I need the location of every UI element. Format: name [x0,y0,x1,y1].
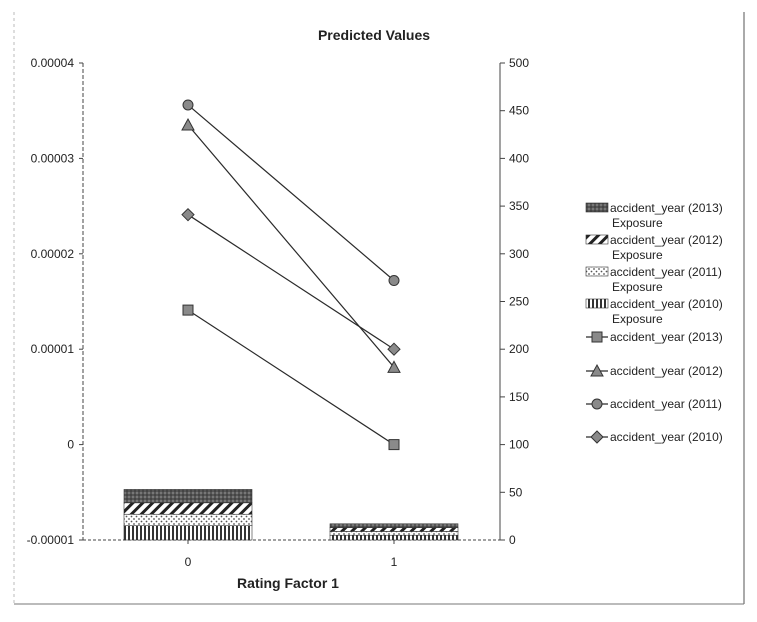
legend-marker-square-4 [592,332,602,342]
line-accident-year-2010- [188,215,394,350]
bar-segment-accident-year-2013--cat-0 [124,489,252,502]
left-tick-label: 0.00004 [30,56,74,70]
point-circle-accident-year-2011--cat-1 [389,276,399,286]
line-series-group [182,100,400,450]
bar-series-group [124,489,458,540]
right-tick-label: 400 [509,151,530,166]
legend-marker-diamond-7 [591,431,603,443]
bar-segment-accident-year-2010--cat-1 [330,535,458,540]
chart-title: Predicted Values [317,27,431,43]
point-diamond-accident-year-2010--cat-1 [388,343,400,355]
left-tick-label: -0.00001 [26,533,74,547]
legend-label-5: accident_year (2012) [610,364,723,378]
right-tick-label: 150 [509,389,530,404]
line-accident-year-2011- [188,105,394,281]
left-tick-label: 0.00001 [30,342,74,357]
left-y-axis [27,56,83,547]
right-tick-label: 50 [509,485,523,500]
left-tick-label: 0 [67,437,74,452]
x-tick-label: 1 [390,555,398,569]
x-tick-label: 0 [184,555,192,569]
point-square-accident-year-2013--cat-0 [183,305,193,315]
right-tick-label: 300 [509,246,530,261]
legend-label-2: accident_year (2011) Exposure [610,265,722,294]
left-tick-label: 0.00003 [30,151,74,166]
legend-label-1: accident_year (2012) Exposure [610,233,723,262]
right-tick-label: 100 [509,437,530,452]
right-tick-label: 200 [509,342,530,357]
bar-segment-accident-year-2012--cat-1 [330,528,458,532]
legend-swatch-bar-2 [586,267,608,276]
x-axis-label: Rating Factor 1 [237,575,339,591]
legend-label-4: accident_year (2013) [610,330,723,344]
legend-label-7: accident_year (2010) [610,430,723,444]
left-tick-label: 0.00002 [30,246,74,261]
legend-swatch-bar-3 [586,299,608,308]
bar-segment-accident-year-2010--cat-0 [124,526,252,540]
legend-marker-circle-6 [592,399,602,409]
legend-swatch-bar-1 [586,235,608,244]
legend-label-6: accident_year (2011) [610,397,722,411]
bar-segment-accident-year-2011--cat-0 [124,514,252,525]
bar-segment-accident-year-2011--cat-1 [330,531,458,535]
point-triangle-accident-year-2012--cat-0 [182,119,194,130]
right-tick-label: 0 [509,533,516,547]
bar-segment-accident-year-2012--cat-0 [124,503,252,514]
right-tick-label: 350 [509,199,530,214]
point-diamond-accident-year-2010--cat-0 [182,209,194,221]
right-tick-label: 500 [509,56,530,70]
right-y-axis [500,56,529,547]
legend-swatch-bar-0 [586,203,608,212]
legend-label-3: accident_year (2010) Exposure [610,297,723,326]
point-circle-accident-year-2011--cat-0 [183,100,193,110]
x-axis [83,540,500,569]
legend-label-0: accident_year (2013) Exposure [610,201,723,230]
legend [586,201,723,444]
right-tick-label: 250 [509,294,530,309]
right-tick-label: 450 [509,103,530,118]
point-square-accident-year-2013--cat-1 [389,440,399,450]
bar-segment-accident-year-2013--cat-1 [330,524,458,528]
